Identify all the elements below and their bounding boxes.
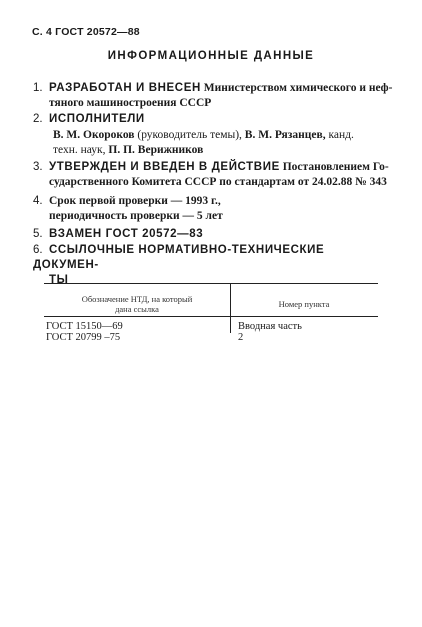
page-header: С. 4 ГОСТ 20572—88 [32,26,140,38]
item-heading: РАЗРАБОТАН И ВНЕСЕН [49,82,201,94]
item-heading-continued: ТЫ [49,274,69,286]
item-text: Срок первой проверки — 1993 г., [49,195,221,207]
item-number: 4. [33,195,43,207]
table-cell-document: ГОСТ 20799 –75 [46,332,121,343]
item-heading: ВЗАМЕН ГОСТ 20572—83 [49,228,204,240]
item-number: 3. [33,161,43,173]
column-header-clause: Номер пункта [278,299,330,309]
item-heading: ССЫЛОЧНЫЕ НОРМАТИВНО-ТЕХНИЧЕСКИЕ ДОКУМЕН- [33,244,325,271]
info-item-2 [33,112,393,127]
item-number: 1. [33,82,43,94]
item-text: Министерством химического и неф- [203,82,393,94]
performers-list [53,128,393,158]
performer-role: (руководитель темы), [137,129,242,141]
table-cell-clause: Вводная часть [238,321,302,332]
performer-name: В. М. Окороков [53,129,135,141]
performer-degree-continued: техн. наук, [53,144,106,156]
table-top-rule [44,283,378,284]
item-heading: ИСПОЛНИТЕЛИ [49,113,145,125]
performer-name: П. П. Верижников [108,144,204,156]
table-cell-clause: 2 [238,332,244,343]
item-text: Постановлением Го- [282,161,389,173]
item-number: 5. [33,228,43,240]
item-number: 2. [33,113,43,125]
performer-degree: канд. [328,129,354,141]
info-item-6 [33,243,393,288]
item-heading: УТВЕРЖДЕН И ВВЕДЕН В ДЕЙСТВИЕ [49,161,280,173]
table-header-rule [44,316,378,317]
item-text-continued: периодичность проверки — 5 лет [49,210,223,222]
info-item-5 [33,227,393,242]
performer-name: В. М. Рязанцев, [244,129,326,141]
table-cell-document: ГОСТ 15150—69 [46,321,123,332]
column-header-document-line1: Обозначение НТД, на который [81,294,193,304]
column-header-document-line2: дана ссылка [115,304,159,314]
info-item-3 [33,160,393,190]
info-item-4 [33,194,393,224]
column-header-document [44,294,230,314]
document-title: ИНФОРМАЦИОННЫЕ ДАННЫЕ [107,50,315,62]
item-number: 6. [33,244,43,256]
item-text-continued: тяного машиностроения СССР [49,97,212,109]
info-item-1 [33,81,393,111]
item-text-continued: сударственного Комитета СССР по стандартам от 24.02.88 № 343 [49,176,387,188]
